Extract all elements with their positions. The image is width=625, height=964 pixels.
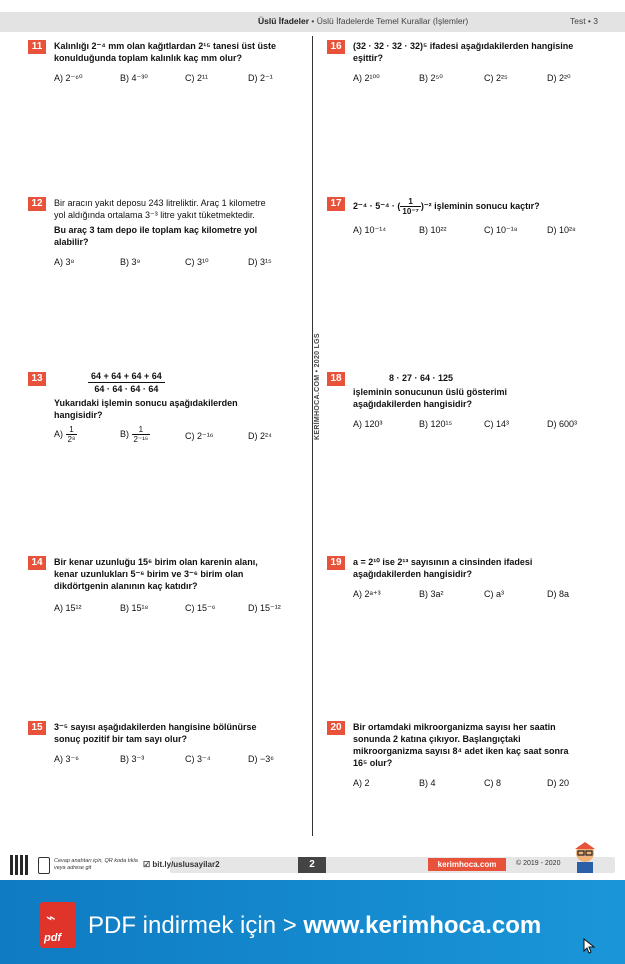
question-number: 16 xyxy=(327,40,345,54)
answer-options xyxy=(353,224,577,240)
page-number: 2 xyxy=(298,857,326,873)
option-c[interactable]: C) 2²⁵ xyxy=(484,73,508,83)
download-banner[interactable] xyxy=(0,880,625,964)
question-stem xyxy=(353,197,577,216)
qr-code-icon[interactable] xyxy=(10,855,30,875)
side-label: KERİMHOCA.COM • 2020 LGS xyxy=(314,333,321,440)
option-a[interactable]: A) 2ᵃ⁺³ xyxy=(353,589,381,599)
answer-options xyxy=(54,753,278,769)
pdf-icon xyxy=(40,902,76,948)
copyright: © 2019 - 2020 xyxy=(516,860,561,867)
option-d[interactable]: D) 600³ xyxy=(547,419,578,429)
option-a[interactable]: A) 3⁸ xyxy=(54,257,75,267)
frac-num: 1 xyxy=(400,197,420,207)
option-c[interactable]: C) 10⁻¹⁸ xyxy=(484,225,518,235)
option-a[interactable]: A) 2 xyxy=(353,778,370,788)
option-d[interactable]: D) 8a xyxy=(547,589,570,599)
frac-num: 1 xyxy=(66,425,78,435)
question-19 xyxy=(327,556,577,604)
question-stem: Bir kenar uzunluğu 15⁶ birim olan karenin alanı, kenar uzunlukları 5⁻⁶ birim ve 3⁻⁶ birim olan dikdörtgenin alanının kaç katıdır? xyxy=(54,557,258,591)
option-a[interactable]: A) 10⁻¹⁴ xyxy=(353,225,387,235)
option-b[interactable]: B) 3a² xyxy=(419,589,444,599)
option-b[interactable]: B) 15¹⁸ xyxy=(120,603,149,613)
option-b[interactable]: B) 120¹⁵ xyxy=(419,419,453,429)
option-b-label: B) xyxy=(120,428,129,439)
option-c[interactable]: C) a³ xyxy=(484,589,504,599)
option-b[interactable]: B) 2⁵⁰ xyxy=(419,73,443,83)
column-divider xyxy=(312,36,313,836)
footer-note: Cevap anahtarı için, QR koda tıkla veya adrese git xyxy=(54,858,138,871)
question-number: 13 xyxy=(28,372,46,386)
option-a[interactable]: A) 15¹² xyxy=(54,603,82,613)
option-b[interactable]: B) 4 xyxy=(419,778,436,788)
option-b-fraction xyxy=(132,425,151,444)
question-number: 15 xyxy=(28,721,46,735)
pdf-label: pdf xyxy=(44,932,62,944)
question-number: 19 xyxy=(327,556,345,570)
option-d[interactable]: D) −3⁶ xyxy=(248,754,274,764)
stem-suffix: )⁻² işleminin sonucu kaçtır? xyxy=(420,200,540,211)
question-number: 11 xyxy=(28,40,46,54)
question-12 xyxy=(28,197,278,272)
banner-text[interactable] xyxy=(88,912,541,940)
stem-fraction xyxy=(400,197,420,216)
question-number: 12 xyxy=(28,197,46,211)
question-stem: Kalınlığı 2⁻⁴ mm olan kağıtlardan 2¹⁵ tanesi üst üste konulduğunda toplam kalınlık kaç mm olur? xyxy=(54,41,276,63)
option-d[interactable]: D) 2²⁴ xyxy=(248,431,272,441)
question-11 xyxy=(28,40,278,88)
option-c[interactable]: C) 8 xyxy=(484,778,502,788)
option-d[interactable]: D) 2²⁰ xyxy=(547,73,571,83)
frac-num: 1 xyxy=(132,425,151,435)
question-number: 17 xyxy=(327,197,345,211)
option-a-fraction xyxy=(66,425,78,444)
pdf-glyph: ⌁ xyxy=(46,910,56,927)
option-d[interactable]: D) 2⁻¹ xyxy=(248,73,273,83)
option-b[interactable]: B) 10²² xyxy=(419,225,447,235)
option-b[interactable]: B) 3⁹ xyxy=(120,257,141,267)
expression-fraction xyxy=(88,370,165,395)
option-c[interactable]: C) 15⁻⁶ xyxy=(185,603,216,613)
header-sep: • xyxy=(311,16,315,26)
question-14 xyxy=(28,556,281,618)
question-number: 20 xyxy=(327,721,345,735)
answer-key-link[interactable]: ☑ bit.ly/uslusayilar2 xyxy=(143,860,220,869)
option-d[interactable]: D) 10²⁸ xyxy=(547,225,576,235)
answer-options xyxy=(353,418,577,434)
frac-den: 2⁸ xyxy=(67,435,76,444)
option-d[interactable]: D) 20 xyxy=(547,778,570,788)
question-stem: Bu araç 3 tam depo ile toplam kaç kilometre yol alabilir? xyxy=(54,225,258,247)
phone-icon xyxy=(38,857,50,874)
option-d[interactable]: D) 3¹⁵ xyxy=(248,257,272,267)
answer-options xyxy=(54,425,278,449)
header-title: Üslü İfadeler xyxy=(258,16,310,26)
question-16 xyxy=(327,40,577,88)
stem-prefix: 2⁻⁴ · 5⁻⁴ · ( xyxy=(353,200,401,211)
question-stem: a = 2¹⁰ ise 2¹³ sayısının a cinsinden ifadesi aşağıdakilerden hangisidir? xyxy=(353,557,533,579)
answer-options xyxy=(353,588,577,604)
option-b[interactable] xyxy=(120,425,150,444)
answer-options xyxy=(353,72,577,88)
option-a[interactable]: A) 2¹⁰⁰ xyxy=(353,73,380,83)
frac-den: 2⁻¹⁶ xyxy=(133,435,149,444)
fraction-denominator: 64 · 64 · 64 · 64 xyxy=(94,384,159,394)
option-b[interactable]: B) 4⁻³⁰ xyxy=(120,73,148,83)
question-number: 14 xyxy=(28,556,46,570)
header-subtitle: Üslü İfadelerde Temel Kurallar (İşlemler) xyxy=(316,16,469,26)
question-17 xyxy=(327,197,577,240)
question-intro: Bir aracın yakıt deposu 243 litreliktir. Araç 1 kilometre yol aldığında ortalama 3⁻³ litre yakıt tüketmektedir. xyxy=(54,198,266,220)
question-stem: Bir ortamdaki mikroorganizma sayısı her saatin sonunda 2 katına çıkıyor. Başlangıçtaki mikroorganizma sayısı 8⁴ adet iken kaç saat sonra 16⁵ olur? xyxy=(353,722,569,768)
question-stem: işleminin sonucunun üslü gösterimi aşağıdakilerden hangisidir? xyxy=(353,387,508,409)
answer-options xyxy=(353,777,577,793)
question-15 xyxy=(28,721,278,769)
fraction-numerator: 64 + 64 + 64 + 64 xyxy=(88,370,165,383)
banner-text-plain: PDF indirmek için > xyxy=(88,912,304,939)
question-stem: Yukarıdaki işlemin sonucu aşağıdakilerden hangisidir? xyxy=(54,398,238,420)
banner-url[interactable]: www.kerimhoca.com xyxy=(303,912,542,939)
option-a-label: A) xyxy=(54,428,63,439)
page-header xyxy=(0,12,625,32)
question-20 xyxy=(327,721,577,793)
option-a[interactable]: A) 2⁻⁶⁰ xyxy=(54,73,83,83)
brand-badge[interactable]: kerimhoca.com xyxy=(428,858,506,871)
question-stem: (32 · 32 · 32 · 32)⁵ ifadesi aşağıdakilerden hangisine eşittir? xyxy=(353,41,574,63)
question-number: 18 xyxy=(327,372,345,386)
answer-options xyxy=(54,602,281,618)
option-c[interactable]: C) 2¹¹ xyxy=(185,73,208,83)
header-topic xyxy=(258,16,468,26)
option-d[interactable]: D) 15⁻¹² xyxy=(248,603,281,613)
option-c[interactable]: C) 3⁻⁴ xyxy=(185,754,211,764)
question-18 xyxy=(327,372,577,434)
mascot-icon xyxy=(570,841,600,873)
option-c[interactable]: C) 14³ xyxy=(484,419,510,429)
option-a[interactable]: A) 120³ xyxy=(353,419,383,429)
question-stem: 3⁻⁵ sayısı aşağıdakilerden hangisine bölünürse sonuç pozitif bir tam sayı olur? xyxy=(54,722,257,744)
answer-options xyxy=(54,256,278,272)
answer-options xyxy=(54,72,278,88)
option-b[interactable]: B) 3⁻³ xyxy=(120,754,145,764)
option-a[interactable] xyxy=(54,425,77,444)
cursor-icon xyxy=(583,938,597,954)
option-c[interactable]: C) 2⁻¹⁶ xyxy=(185,431,214,441)
page-footer xyxy=(0,855,625,875)
test-label: Test • 3 xyxy=(569,16,598,26)
frac-den: 10⁻⁷ xyxy=(402,207,419,216)
option-c[interactable]: C) 3¹⁰ xyxy=(185,257,209,267)
option-a[interactable]: A) 3⁻⁶ xyxy=(54,754,79,764)
question-expression: 8 · 27 · 64 · 125 xyxy=(389,373,454,383)
question-13 xyxy=(28,370,278,449)
